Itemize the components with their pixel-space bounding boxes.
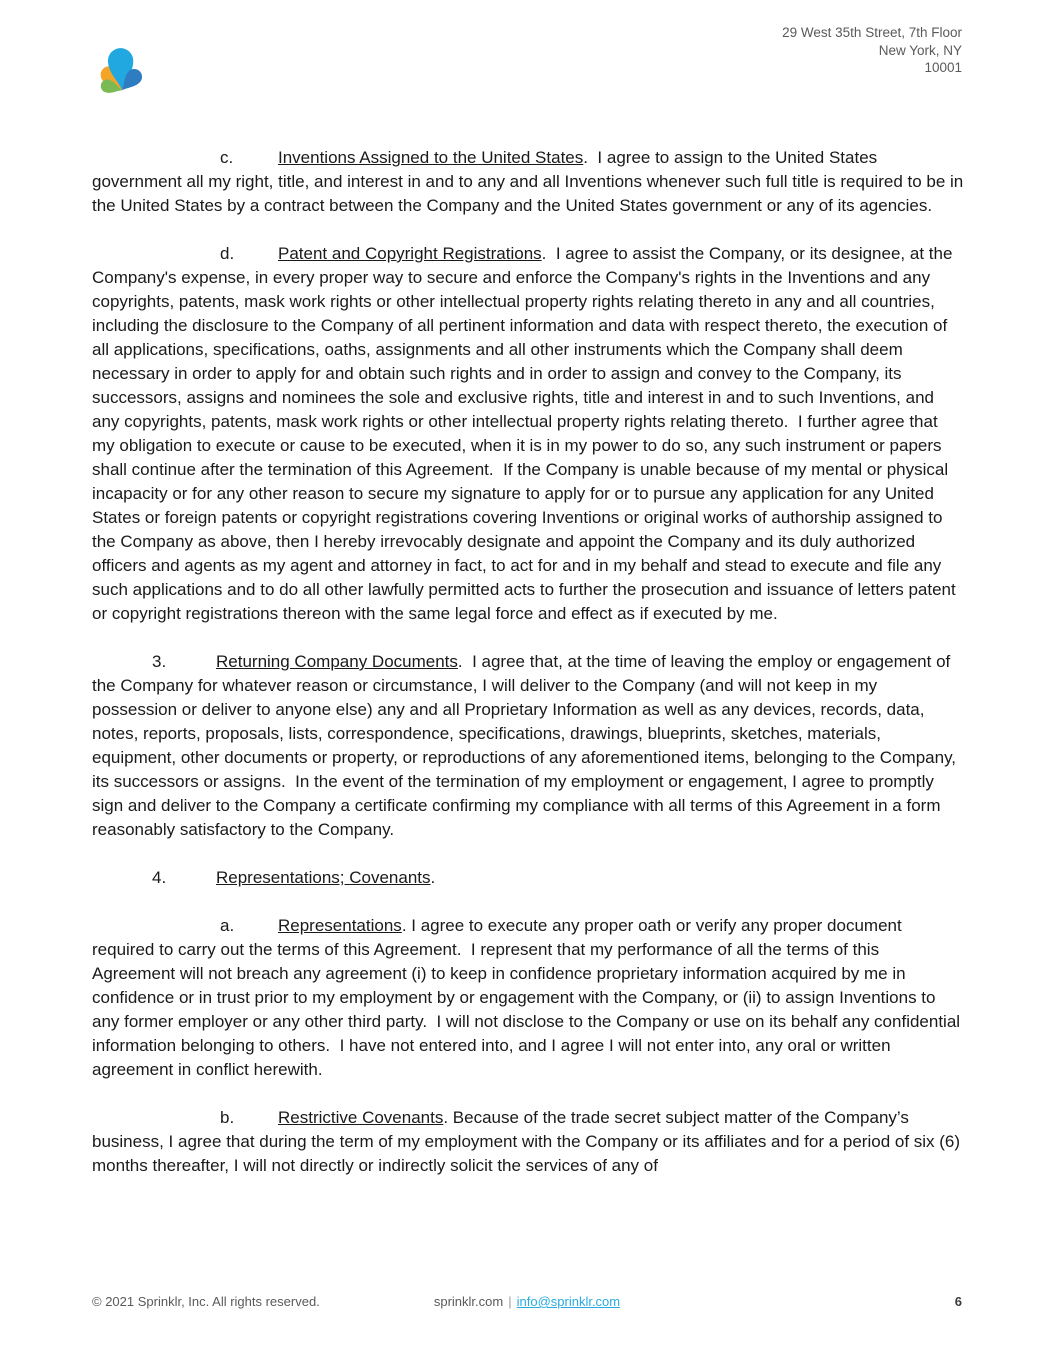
section-number: 4.	[152, 868, 167, 887]
paragraph-heading: Patent and Copyright Registrations	[278, 244, 542, 263]
paragraph-d-patent-copyright	[92, 242, 964, 626]
address-line-1: 29 West 35th Street, 7th Floor	[782, 25, 962, 40]
sprinklr-logo-icon	[94, 33, 154, 95]
address-line-2: New York, NY	[878, 42, 962, 58]
website-text: sprinklr.com	[433, 1294, 504, 1309]
paragraph-label: c.	[220, 148, 234, 167]
footer-contact	[434, 1294, 620, 1309]
section-heading: Returning Company Documents	[216, 652, 458, 671]
section-number: 3.	[152, 652, 167, 671]
paragraph-text: . I agree to execute any proper oath or verify any proper document required to carry out the terms of this Agreement. I represent that my performance of all the terms of this Agreement will not breach any agreement (i) to keep in confidence proprietary information acquired by me in confidence or in trust prior to my employment by or engagement with the Company, or (ii) to assign Inventions to any former employer or any other third party. I will not disclose to the Company or use on its behalf any confidential information belonging to others. I have not entered into, and I agree I will not enter into, any oral or written agreement in conflict herewith.	[92, 916, 965, 1079]
section-text: . I agree that, at the time of leaving the employ or engagement of the Company for whatever reason or circumstance, I will deliver to the Company (and will not keep in my possession or deliver to anyone else) any and all Proprietary Information as well as any devices, records, data, notes, reports, proposals, lists, correspondence, specifications, drawings, blueprints, sketches, materials, equipment, other documents or property, or reproductions of any aforementioned items, belonging to the Company, its successors or assigns. In the event of the termination of my employment or engagement, I agree to promptly sign and deliver to the Company a certificate confirming my compliance with all terms of this Agreement in a form reasonably satisfactory to the Company.	[92, 652, 961, 839]
paragraph-heading: Representations	[278, 916, 402, 935]
paragraph-text: . Because of the trade secret subject matter of the Company’s business, I agree that during the term of my employment with the Company or its affiliates and for a period of six (6) months thereafter, I will not directly or indirectly solicit the services of any of	[92, 1108, 965, 1175]
address-line-3: 10001	[924, 60, 962, 75]
page-number: 6	[954, 1294, 962, 1309]
section-text: .	[430, 868, 436, 887]
paragraph-label: d.	[220, 244, 235, 263]
paragraph-label: b.	[220, 1108, 235, 1127]
copyright-notice: © 2021 Sprinklr, Inc. All rights reserved.	[92, 1294, 320, 1309]
section-4-representations-covenants	[92, 866, 964, 890]
paragraph-text: . I agree to assist the Company, or its designee, at the Company's expense, in every proper way to secure and enforce the Company's rights in the Inventions and any copyrights, patents, mask work rights or other intellectual property rights relating thereto in any and all countries, including the disclosure to the Company of all pertinent information and data with respect thereto, the execution of all applications, specifications, oaths, assignments and all other instruments which the Company shall deem necessary in order to apply for and obtain such rights and in order to assign and convey to the Company, its successors, assigns and nominees the sole and exclusive rights, title and interest in and to such Inventions, and any copyrights, patents, mask work rights or other intellectual property rights relating thereto. I further agree that my obligation to execute or cause to be executed, when it is in my power to do so, any such instrument or papers shall continue after the termination of this Agreement. If the Company is unable because of my mental or physical incapacity or for any other reason to secure my signature to apply for or to pursue any application for any United States or foreign patents or copyright registrations covering Inventions or original works of authorship assigned to the Company as above, then I hereby irrevocably designate and appoint the Company and its duly authorized officers and agents as my agent and attorney in fact, to act for and in my behalf and stead to execute and file any such applications and to do all other lawfully permitted acts to further the prosecution and issuance of letters patent or copyright registrations thereon with the same legal force and effect as if executed by me.	[92, 244, 961, 623]
document-body	[92, 146, 968, 1202]
email-link[interactable]: info@sprinklr.com	[516, 1294, 621, 1309]
paragraph-a-representations	[92, 914, 964, 1082]
paragraph-label: a.	[220, 916, 235, 935]
paragraph-b-restrictive-covenants	[92, 1106, 964, 1178]
paragraph-heading: Inventions Assigned to the United States	[278, 148, 584, 167]
section-heading: Representations; Covenants	[216, 868, 431, 887]
paragraph-heading: Restrictive Covenants	[278, 1108, 444, 1127]
paragraph-c-inventions-assigned	[92, 146, 968, 218]
section-3-returning-documents	[92, 650, 964, 842]
company-address	[782, 24, 962, 77]
paragraph-text: . I agree to assign to the United States government all my right, title, and interest in and to any and all Inventions whenever such full title is required to be in the United States by a contract between the Company and the United States government or any of its agencies.	[92, 148, 968, 215]
footer-separator: |	[508, 1294, 512, 1309]
page-footer	[92, 1294, 962, 1309]
